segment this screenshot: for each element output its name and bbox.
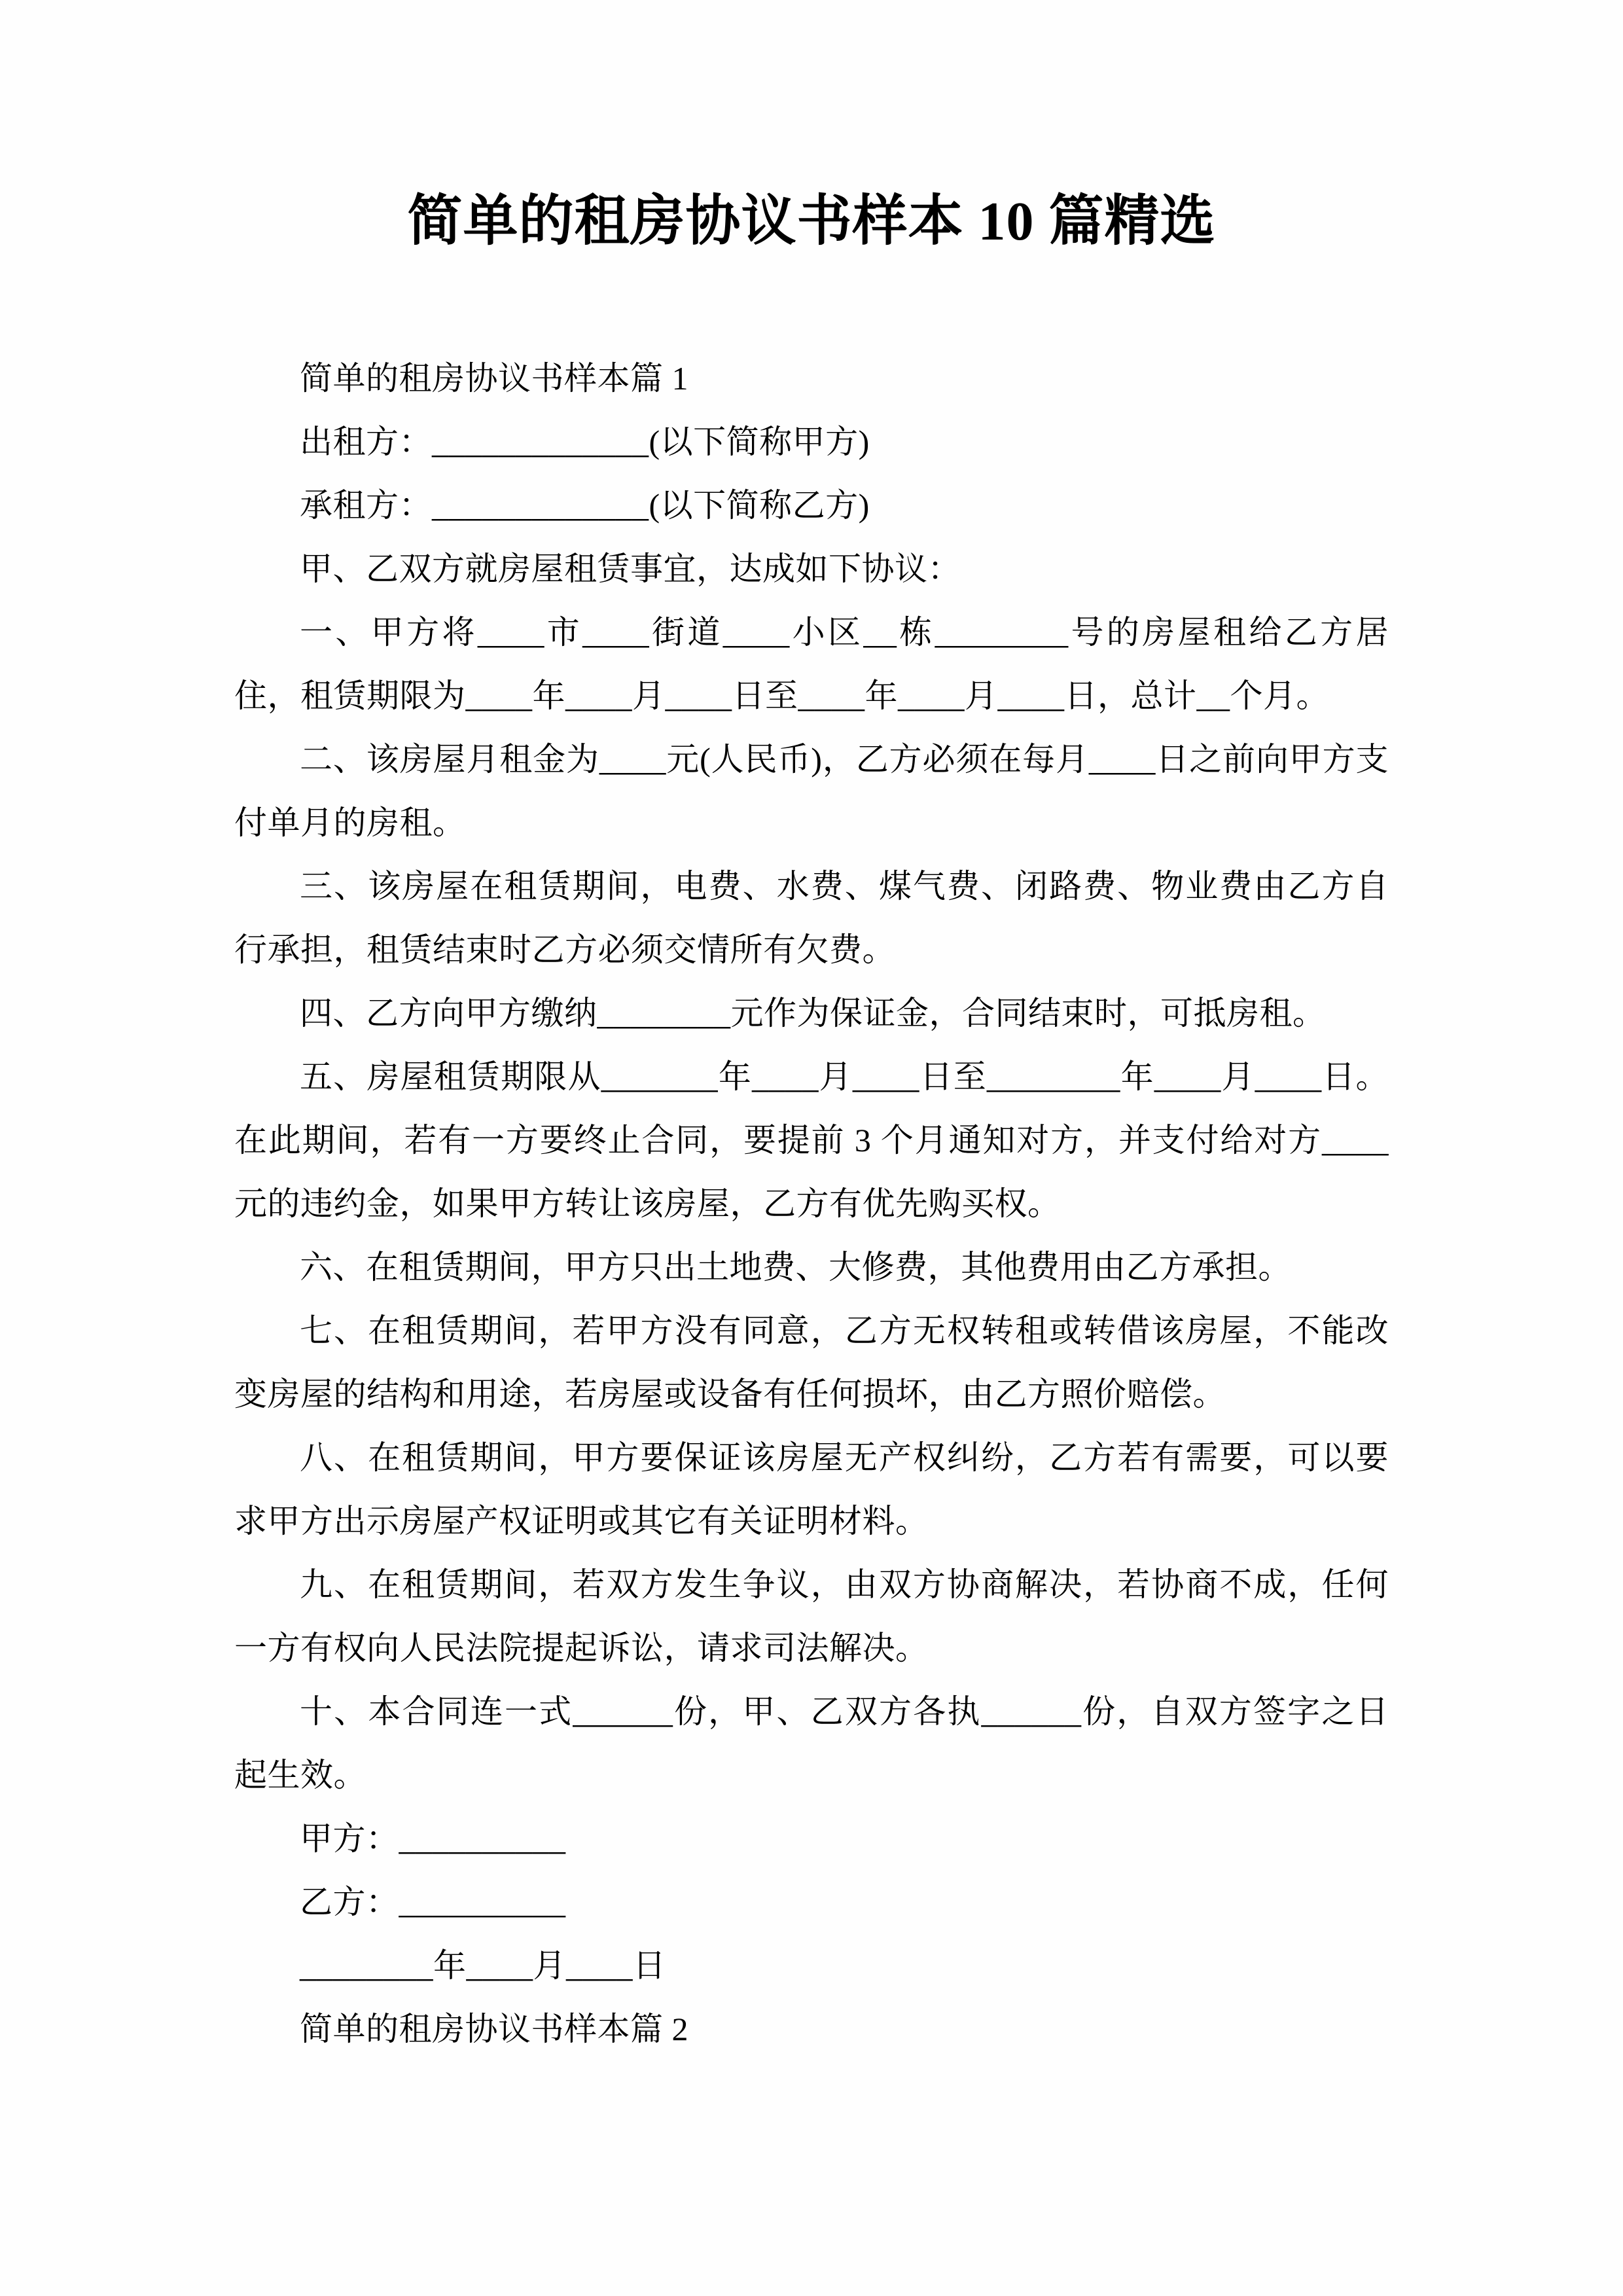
preamble: 甲、乙双方就房屋租赁事宜，达成如下协议：	[300, 550, 961, 587]
clause-7: 七、在租赁期间，若甲方没有同意，乙方无权转租或转借该房屋，不能改变房屋的结构和用途，若房屋或设备有任何损坏，由乙方照价赔偿。	[234, 1312, 1389, 1412]
clause-6: 六、在租赁期间，甲方只出土地费、大修费，其他费用由乙方承担。	[300, 1249, 1291, 1285]
document-title: 简单的租房协议书样本 10 篇精选	[407, 191, 1216, 252]
clause-9: 九、在租赁期间，若双方发生争议，由双方协商解决，若协商不成，任何一方有权向人民法院提起诉讼，请求司法解决。	[234, 1566, 1389, 1666]
clause-4: 四、乙方向甲方缴纳________元作为保证金，合同结束时，可抵房租。	[300, 995, 1326, 1031]
party-b-signature: 乙方：__________	[300, 1884, 566, 1920]
section-2-heading: 简单的租房协议书样本篇 2	[300, 2011, 688, 2047]
document-body	[234, 347, 1389, 2061]
lessor-line: 出租方：_____________(以下简称甲方)	[300, 423, 870, 460]
clause-2: 二、该房屋月租金为____元(人民币)，乙方必须在每月____日之前向甲方支付单月的房租。	[234, 741, 1389, 841]
lessee-line: 承租方：_____________(以下简称乙方)	[300, 487, 870, 524]
date-line: ________年____月____日	[300, 1947, 666, 1984]
clause-3: 三、该房屋在租赁期间，电费、水费、煤气费、闭路费、物业费由乙方自行承担，租赁结束时乙方必须交情所有欠费。	[234, 868, 1389, 968]
clause-1: 一、甲方将____市____街道____小区__栋________号的房屋租给乙方居住，租赁期限为____年____月____日至____年____月____日，总计__个月。	[234, 614, 1389, 714]
clause-10: 十、本合同连一式______份，甲、乙双方各执______份，自双方签字之日起生效。	[234, 1693, 1389, 1793]
clause-5: 五、房屋租赁期限从_______年____月____日至________年____月____日。在此期间，若有一方要终止合同，要提前 3 个月通知对方，并支付给对方____元的违约金，如果甲方转让该房屋，乙方有优先购买权。	[234, 1058, 1389, 1222]
party-a-signature: 甲方：__________	[300, 1820, 566, 1857]
clause-8: 八、在租赁期间，甲方要保证该房屋无产权纠纷，乙方若有需要，可以要求甲方出示房屋产权证明或其它有关证明材料。	[234, 1439, 1389, 1539]
section-1-heading: 简单的租房协议书样本篇 1	[300, 360, 688, 397]
